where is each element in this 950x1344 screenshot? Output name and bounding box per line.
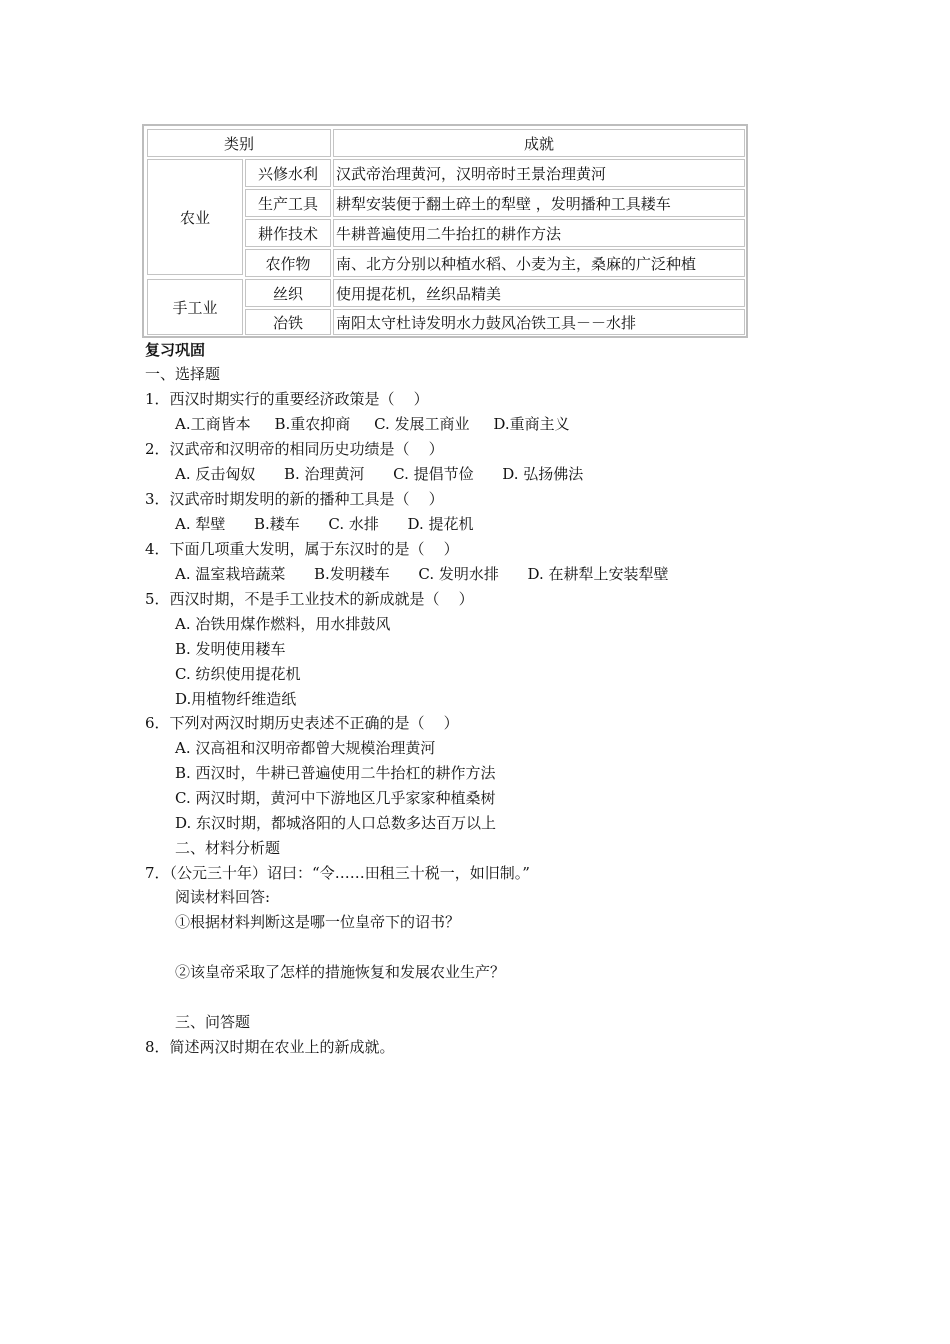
sub-silk: 丝织: [245, 279, 331, 307]
q3-stem: 3．汉武帝时期发明的新的播种工具是（ ）: [145, 490, 444, 508]
q5-option-a: A. 冶铁用煤作燃料，用水排鼓风: [175, 615, 391, 633]
q6-option-d: D. 东汉时期，都城洛阳的人口总数多达百万以上: [175, 814, 497, 832]
q6-stem: 6．下列对两汉时期历史表述不正确的是（ ）: [145, 714, 459, 732]
header-category: 类别: [147, 129, 331, 157]
group-agriculture: 农业: [147, 159, 243, 275]
group-handicraft: 手工业: [147, 279, 243, 335]
achievements-table: [142, 124, 748, 338]
review-title: 复习巩固: [145, 341, 206, 359]
q6-option-b: B. 西汉时，牛耕已普遍使用二牛抬杠的耕作方法: [175, 764, 496, 782]
q8-stem: 8．简述两汉时期在农业上的新成就。: [145, 1038, 395, 1056]
header-achievement: 成就: [333, 129, 745, 157]
q6-option-c: C. 两汉时期，黄河中下游地区几乎家家种植桑树: [175, 789, 496, 807]
section-choice: 一、选择题: [145, 365, 221, 383]
q7-read: 阅读材料回答:: [175, 888, 271, 906]
section-qa: 三、问答题: [175, 1013, 251, 1031]
q1-options: A.工商皆本 B.重农抑商 C. 发展工商业 D.重商主义: [175, 415, 570, 433]
text-tools: 耕犁安装便于翻土碎土的犁壁 ，发明播种工具耧车: [333, 189, 745, 217]
text-farming: 牛耕普遍使用二牛抬扛的耕作方法: [333, 219, 745, 247]
sub-tools: 生产工具: [245, 189, 331, 217]
q4-options: A. 温室栽培蔬菜 B.发明耧车 C. 发明水排 D. 在耕犁上安装犁壁: [175, 565, 669, 583]
q5-option-c: C. 纺织使用提花机: [175, 665, 301, 683]
q4-stem: 4．下面几项重大发明，属于东汉时的是（ ）: [145, 540, 459, 558]
q1-stem: 1．西汉时期实行的重要经济政策是（ ）: [145, 390, 429, 408]
q5-option-d: D.用植物纤维造纸: [175, 690, 297, 708]
q7-stem: 7．（公元三十年）诏曰：“令……田租三十税一，如旧制。”: [145, 864, 530, 882]
q7-sub2: ②该皇帝采取了怎样的措施恢复和发展农业生产？: [175, 963, 506, 981]
q3-options: A. 犁壁 B.耧车 C. 水排 D. 提花机: [175, 515, 474, 533]
q2-options: A. 反击匈奴 B. 治理黄河 C. 提倡节俭 D. 弘扬佛法: [175, 465, 584, 483]
sub-water: 兴修水利: [245, 159, 331, 187]
text-silk: 使用提花机，丝织品精美: [333, 279, 745, 307]
text-crops: 南、北方分别以种植水稻、小麦为主，桑麻的广泛种植: [333, 249, 745, 277]
text-iron: 南阳太守杜诗发明水力鼓风冶铁工具－－水排: [333, 309, 745, 335]
text-water: 汉武帝治理黄河，汉明帝时王景治理黄河: [333, 159, 745, 187]
sub-iron: 冶铁: [245, 309, 331, 335]
q6-option-a: A. 汉高祖和汉明帝都曾大规模治理黄河: [175, 739, 436, 757]
q2-stem: 2．汉武帝和汉明帝的相同历史功绩是（ ）: [145, 440, 444, 458]
q5-stem: 5．西汉时期，不是手工业技术的新成就是（ ）: [145, 590, 474, 608]
sub-crops: 农作物: [245, 249, 331, 277]
q7-sub1: ①根据材料判断这是哪一位皇帝下的诏书？: [175, 913, 461, 931]
q5-option-b: B. 发明使用耧车: [175, 640, 286, 658]
sub-farming: 耕作技术: [245, 219, 331, 247]
section-material: 二、材料分析题: [175, 839, 281, 857]
